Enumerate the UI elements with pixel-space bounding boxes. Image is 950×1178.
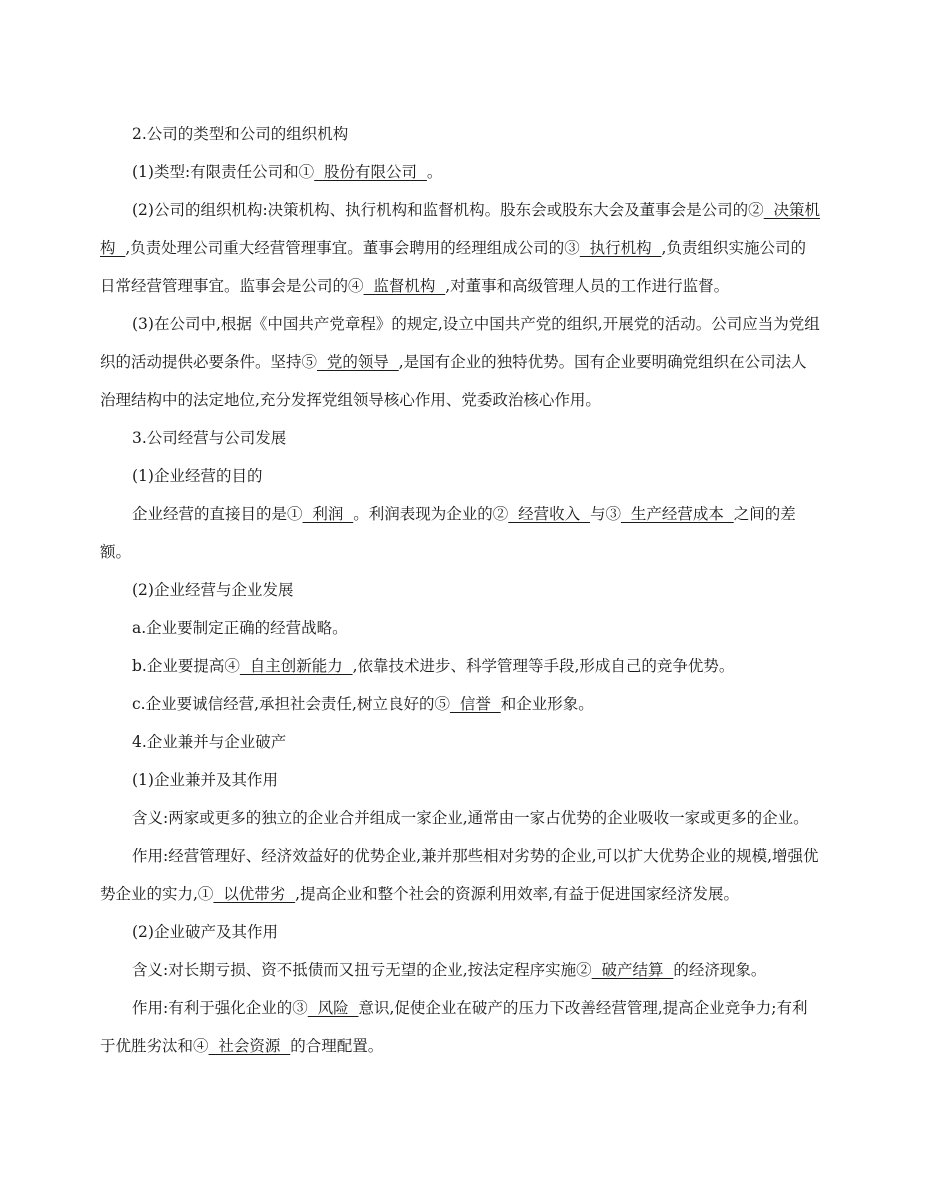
text: 的合理配置。 bbox=[290, 1037, 384, 1055]
answer-blank-4: 监督机构 bbox=[363, 277, 446, 295]
subheading-4-2 bbox=[0, 922, 950, 942]
text: 。利润表现为企业的② bbox=[353, 505, 509, 523]
text: ,是国有企业的独特优势。国有企业要明确党组织在公司法人 bbox=[398, 353, 807, 371]
text: (2)公司的组织机构:决策机构、执行机构和监督机构。股东会或股东大会及董事会是公司的② bbox=[132, 201, 764, 219]
answer-blank-2a: 决策机 bbox=[763, 201, 821, 219]
answer-blank-innovation: 自主创新能力 bbox=[239, 657, 353, 675]
paragraph-company-types bbox=[0, 162, 950, 182]
list-item-a bbox=[0, 618, 950, 638]
text: 的经济现象。 bbox=[673, 961, 767, 979]
section-heading-4 bbox=[0, 732, 950, 752]
text: 作用:经营管理好、经济效益好的优势企业,兼并那些相对劣势的企业,可以扩大优势企业的规模,增强优 bbox=[132, 847, 819, 865]
section-heading-3 bbox=[0, 428, 950, 448]
answer-blank-5: 党的领导 bbox=[317, 353, 399, 371]
answer-blank-3: 执行机构 bbox=[579, 239, 662, 257]
text: 。 bbox=[426, 163, 443, 181]
answer-blank-reputation: 信誉 bbox=[449, 695, 501, 713]
text: 企业经营的直接目的是① bbox=[132, 505, 303, 523]
text: 日常经营管理事宜。监事会是公司的④ bbox=[100, 277, 364, 295]
subheading-3-1 bbox=[0, 466, 950, 486]
text: 织的活动提供必要条件。坚持⑤ bbox=[100, 353, 318, 371]
answer-blank-revenue: 经营收入 bbox=[508, 505, 590, 523]
list-item-b bbox=[0, 656, 950, 676]
answer-blank-1: 股份有限公司 bbox=[314, 163, 427, 181]
bankrupt-definition bbox=[0, 960, 950, 980]
answer-blank-risk: 风险 bbox=[307, 999, 359, 1017]
subheading-text: (2)企业破产及其作用 bbox=[132, 923, 278, 941]
heading-text: 3.公司经营与公司发展 bbox=[132, 429, 287, 447]
text: 和企业形象。 bbox=[500, 695, 594, 713]
text: 意识,促使企业在破产的压力下改善经营管理,提高企业竞争力;有利 bbox=[358, 999, 808, 1017]
text: 治理结构中的法定地位,充分发挥党组领导核心作用、党委政治核心作用。 bbox=[100, 391, 601, 409]
merge-role-line1 bbox=[0, 846, 950, 866]
text: 含义:两家或更多的独立的企业合并组成一家企业,通常由一家占优势的企业吸收一家或更多的企业。 bbox=[132, 809, 809, 827]
subheading-text: (2)企业经营与企业发展 bbox=[132, 581, 294, 599]
paragraph-party-line1 bbox=[0, 314, 950, 334]
paragraph-profit-line1 bbox=[0, 504, 950, 524]
subheading-text: (1)企业经营的目的 bbox=[132, 467, 263, 485]
paragraph-party-line3 bbox=[0, 390, 950, 410]
text: ,对董事和高级管理人员的工作进行监督。 bbox=[445, 277, 730, 295]
text: ,负责处理公司重大经营管理事宜。董事会聘用的经理组成公司的③ bbox=[125, 239, 580, 257]
text: c.企业要诚信经营,承担社会责任,树立良好的⑤ bbox=[132, 695, 450, 713]
text: b.企业要提高④ bbox=[132, 657, 240, 675]
text: 与③ bbox=[589, 505, 621, 523]
text: (3)在公司中,根据《中国共产党章程》的规定,设立中国共产党的组织,开展党的活动。公司应当为党组 bbox=[132, 315, 820, 333]
subheading-4-1 bbox=[0, 770, 950, 790]
merge-role-line2 bbox=[0, 884, 950, 904]
text: 于优胜劣汰和④ bbox=[100, 1037, 209, 1055]
paragraph-profit-line2 bbox=[0, 542, 950, 562]
heading-text: 4.企业兼并与企业破产 bbox=[132, 733, 287, 751]
subheading-text: (1)企业兼并及其作用 bbox=[132, 771, 278, 789]
text: ,依靠技术进步、科学管理等手段,形成自己的竞争优势。 bbox=[352, 657, 735, 675]
text: 之间的差 bbox=[733, 505, 796, 523]
paragraph-org-structure-line1 bbox=[0, 200, 950, 220]
text: 势企业的实力,① bbox=[100, 885, 214, 903]
text: 额。 bbox=[100, 543, 132, 561]
text: (1)类型:有限责任公司和① bbox=[132, 163, 315, 181]
answer-blank-profit: 利润 bbox=[302, 505, 354, 523]
text: a.企业要制定正确的经营战略。 bbox=[132, 619, 348, 637]
merge-definition bbox=[0, 808, 950, 828]
text: 作用:有利于强化企业的③ bbox=[132, 999, 308, 1017]
list-item-c bbox=[0, 694, 950, 714]
subheading-3-2 bbox=[0, 580, 950, 600]
answer-blank-liquidation: 破产结算 bbox=[591, 961, 674, 979]
bankrupt-role-line2 bbox=[0, 1036, 950, 1056]
answer-blank-cost: 生产经营成本 bbox=[620, 505, 734, 523]
text: ,负责组织实施公司的 bbox=[661, 239, 806, 257]
answer-blank-resources: 社会资源 bbox=[208, 1037, 291, 1055]
text: 含义:对长期亏损、资不抵债而又扭亏无望的企业,按法定程序实施② bbox=[132, 961, 592, 979]
text: ,提高企业和整个社会的资源利用效率,有益于促进国家经济发展。 bbox=[295, 885, 740, 903]
bankrupt-role-line1 bbox=[0, 998, 950, 1018]
answer-blank-2b: 构 bbox=[100, 239, 126, 257]
paragraph-party-line2 bbox=[0, 352, 950, 372]
paragraph-org-structure-line3 bbox=[0, 276, 950, 296]
heading-text: 2.公司的类型和公司的组织机构 bbox=[132, 125, 349, 143]
answer-blank-merge: 以优带劣 bbox=[213, 885, 296, 903]
paragraph-org-structure-line2 bbox=[0, 238, 950, 258]
section-heading-2 bbox=[0, 124, 950, 144]
